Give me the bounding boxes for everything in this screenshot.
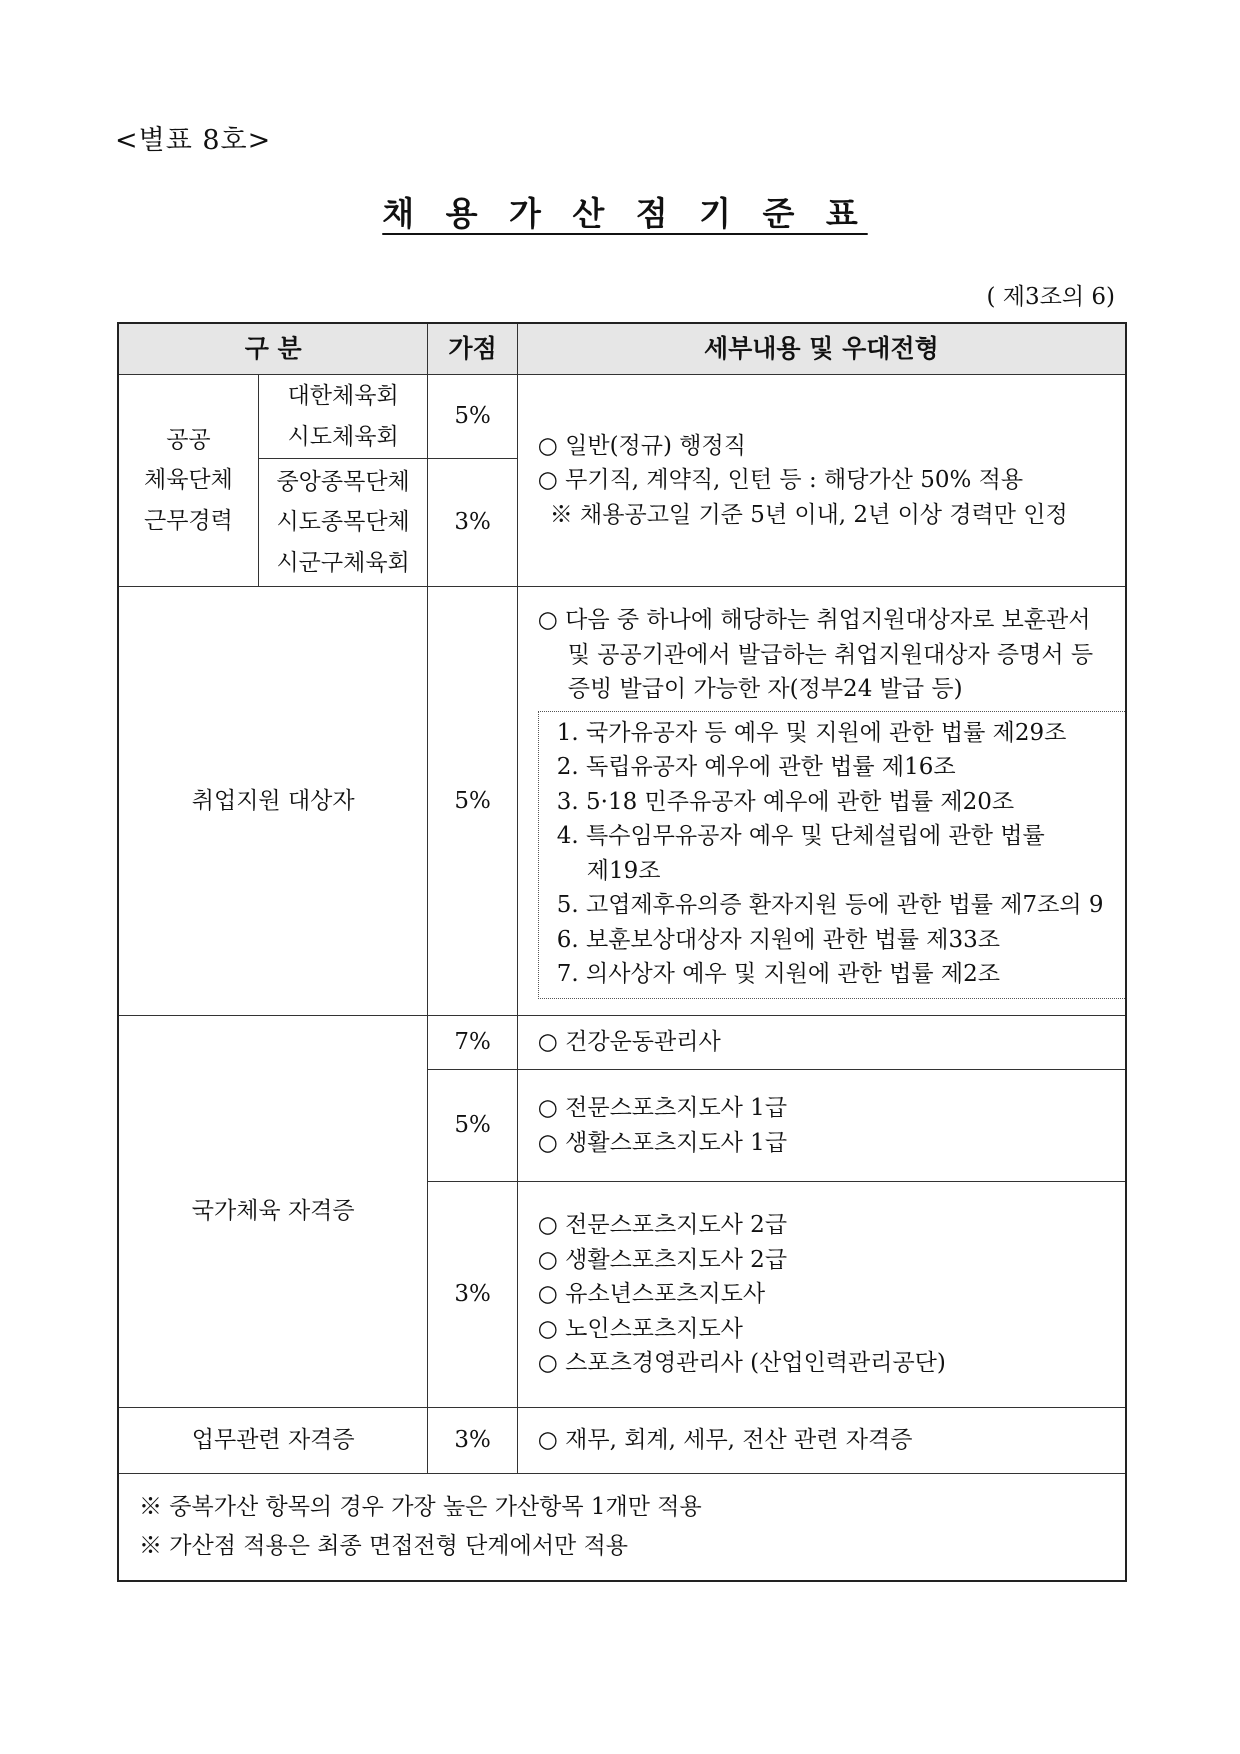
detail-line: ○ 무기직, 계약직, 인턴 등 : 해당가산 50% 적용 xyxy=(537,467,1024,494)
intro-line: ○ 다음 중 하나에 해당하는 취업지원대상자로 보훈관서 xyxy=(537,607,1091,634)
public-sports-row-1 xyxy=(118,375,1126,459)
public-sports-sub2-points: 3% xyxy=(428,459,517,587)
document-title: 채 용 가 산 점 기 준 표 xyxy=(382,194,868,233)
bonus-points-table xyxy=(117,322,1127,1582)
detail-note: ※ 채용공고일 기준 5년 이내, 2년 이상 경력만 인정 xyxy=(549,501,1068,528)
intro-line: 증빙 발급이 가능한 자(정부24 발급 등) xyxy=(567,676,963,703)
sub-line: 중앙종목단체 xyxy=(276,469,410,496)
cert-item: ○ 스포츠경영관리사 (산업인력관리공단) xyxy=(537,1350,946,1377)
work-related-points: 3% xyxy=(428,1408,517,1474)
work-related-category: 업무관련 자격증 xyxy=(118,1408,428,1474)
public-sports-sub1 xyxy=(258,375,428,459)
national-sports-details-3 xyxy=(517,1182,1126,1408)
cert-item: ○ 생활스포츠지도사 2급 xyxy=(537,1246,788,1273)
header-category: 구 분 xyxy=(118,323,428,375)
employment-support-category: 취업지원 대상자 xyxy=(118,587,428,1016)
public-sports-sub1-points: 5% xyxy=(428,375,517,459)
document-title-wrap xyxy=(0,188,1240,235)
cert-item: ○ 노인스포츠지도사 xyxy=(537,1315,743,1342)
law-item: 7. 의사상자 예우 및 지원에 관한 법률 제2조 xyxy=(556,961,1000,988)
footnote-row xyxy=(118,1474,1126,1582)
law-item: 3. 5·18 민주유공자 예우에 관한 법률 제20조 xyxy=(556,788,1015,815)
category-line: 체육단체 xyxy=(143,467,233,494)
appendix-label: <별표 8호> xyxy=(115,125,272,156)
cert-item: ○ 전문스포츠지도사 2급 xyxy=(537,1212,788,1239)
national-sports-points-2: 5% xyxy=(428,1070,517,1182)
law-item-continued: 제19조 xyxy=(586,857,661,884)
employment-support-details xyxy=(517,587,1126,1016)
footnote: ※ 가산점 적용은 최종 면접전형 단계에서만 적용 xyxy=(139,1533,629,1560)
law-item: 5. 고엽제후유의증 환자지원 등에 관한 법률 제7조의 9 xyxy=(556,892,1104,919)
law-item: 1. 국가유공자 등 예우 및 지원에 관한 법률 제29조 xyxy=(556,719,1067,746)
intro-line: 및 공공기관에서 발급하는 취업지원대상자 증명서 등 xyxy=(567,641,1094,668)
footnotes xyxy=(118,1474,1126,1582)
header-row xyxy=(118,323,1126,375)
employment-support-row xyxy=(118,587,1126,1016)
law-item: 4. 특수임무유공자 예우 및 단체설립에 관한 법률 xyxy=(556,823,1045,850)
work-related-row xyxy=(118,1408,1126,1474)
national-sports-category: 국가체육 자격증 xyxy=(118,1016,428,1408)
law-list-box xyxy=(538,711,1125,999)
law-item: 2. 독립유공자 예우에 관한 법률 제16조 xyxy=(556,754,956,781)
national-sports-details-1 xyxy=(517,1016,1126,1070)
work-related-details: ○ 재무, 회계, 세무, 전산 관련 자격증 xyxy=(517,1408,1126,1474)
law-item: 6. 보훈보상대상자 지원에 관한 법률 제33조 xyxy=(556,926,1001,953)
cert-item: ○ 유소년스포츠지도사 xyxy=(537,1281,766,1308)
sub-line: 대한체육회 xyxy=(287,383,399,410)
public-sports-category xyxy=(118,375,258,587)
cert-item: ○ 건강운동관리사 xyxy=(537,1029,721,1056)
sub-line: 시도종목단체 xyxy=(276,509,410,536)
cert-item: ○ 전문스포츠지도사 1급 xyxy=(537,1095,788,1121)
employment-support-points: 5% xyxy=(428,587,517,1016)
article-reference: ( 제3조의 6) xyxy=(986,284,1115,310)
public-sports-sub2 xyxy=(258,459,428,587)
national-sports-details-2 xyxy=(517,1070,1126,1182)
sub-line: 시도체육회 xyxy=(287,423,399,450)
header-points: 가점 xyxy=(428,323,517,375)
header-details: 세부내용 및 우대전형 xyxy=(517,323,1126,375)
detail-line: ○ 일반(정규) 행정직 xyxy=(537,432,746,459)
category-line: 근무경력 xyxy=(143,507,233,534)
cert-item: ○ 생활스포츠지도사 1급 xyxy=(537,1129,788,1156)
footnote: ※ 중복가산 항목의 경우 가장 높은 가산항목 1개만 적용 xyxy=(139,1494,702,1520)
national-sports-points-1: 7% xyxy=(428,1016,517,1070)
national-sports-points-3: 3% xyxy=(428,1182,517,1408)
sub-line: 시군구체육회 xyxy=(276,549,410,576)
category-line: 공공 xyxy=(166,427,211,454)
national-sports-row-1 xyxy=(118,1016,1126,1070)
public-sports-details xyxy=(517,375,1126,587)
